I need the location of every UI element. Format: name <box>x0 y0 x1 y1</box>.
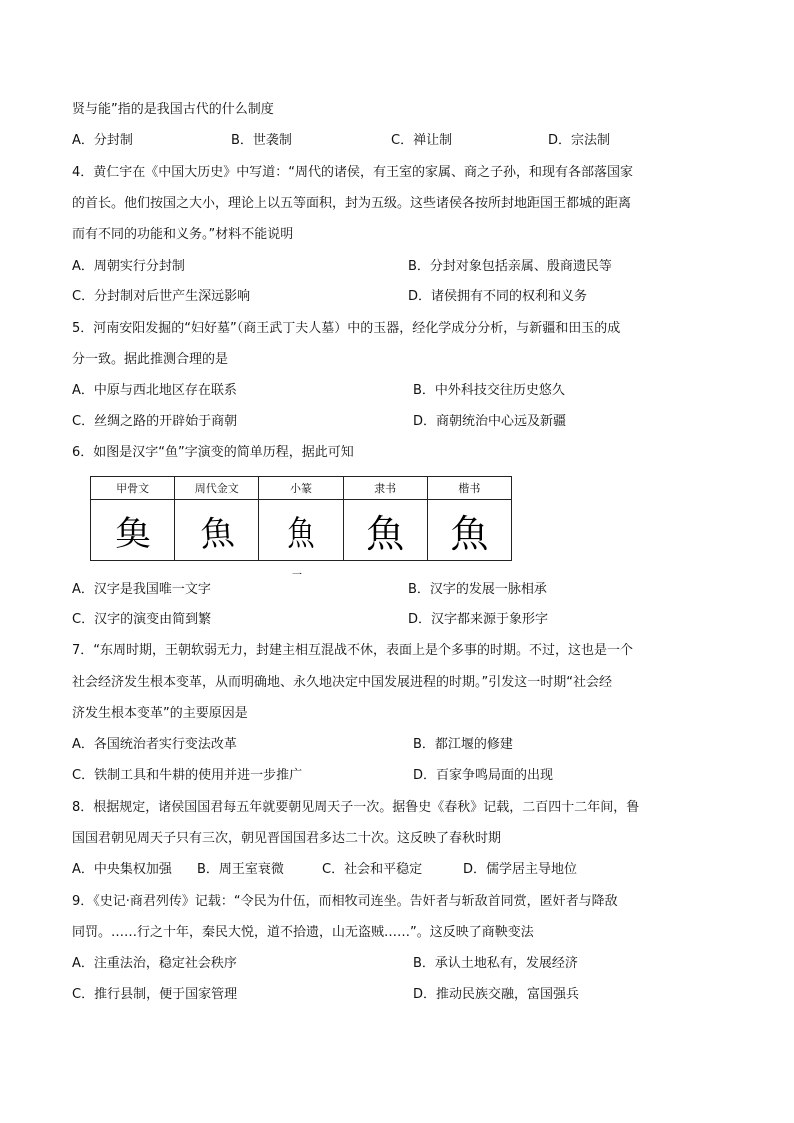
glyph-regular-script: 魚 <box>450 511 489 556</box>
q7-line-2: 社会经济发生根本变革，从而明确地、永久地决定中国发展进程的时期。”引发这一时期“社会经 <box>72 675 612 690</box>
q9-option-d: D．推动民族交融，富国强兵 <box>413 987 580 1002</box>
q3-option-b: B．世袭制 <box>231 133 292 148</box>
q6-stem: 6．如图是汉字“鱼”字演变的简单历程，据此可知 <box>72 445 354 460</box>
q5-option-a: A．中原与西北地区存在联系 <box>72 383 237 398</box>
q5-option-b: B．中外科技交往历史悠久 <box>413 383 565 398</box>
header-oracle-bone: 甲骨文 <box>91 477 175 500</box>
header-clerical-script: 隶书 <box>343 477 427 500</box>
glyph-small-seal: 魚 <box>287 513 315 554</box>
q7-line-3: 济发生根本变革”的主要原因是 <box>72 706 248 721</box>
q7-option-c: C．铁制工具和牛耕的使用并进一步推广 <box>72 768 303 783</box>
q8-line-2: 国国君朝见周天子只有三次，朝见晋国国君多达二十次。这反映了春秋时期 <box>72 831 502 846</box>
header-small-seal: 小篆 <box>259 477 343 500</box>
q5-option-d: D．商朝统治中心远及新疆 <box>413 414 567 429</box>
glyph-clerical-script: 魚 <box>366 511 405 556</box>
q7-option-a: A．各国统治者实行变法改革 <box>72 737 237 752</box>
q4-option-a: A．周朝实行分封制 <box>72 259 185 274</box>
table-mark: 一 <box>292 570 302 581</box>
q5-line-2: 分一致。据此推测合理的是 <box>72 352 229 367</box>
q3-option-c: C．禅让制 <box>391 133 453 148</box>
q8-option-c: C．社会和平稳定 <box>322 862 423 877</box>
q6-option-b: B．汉字的发展一脉相承 <box>408 582 547 597</box>
q7-option-b: B．都江堰的修建 <box>413 737 513 752</box>
q3-option-d: D．宗法制 <box>548 133 611 148</box>
header-regular-script: 楷书 <box>427 477 511 500</box>
q9-option-b: B．承认土地私有，发展经济 <box>413 956 578 971</box>
glyph-oracle-bone: 𩵋 <box>114 513 151 554</box>
q7-line-1: 7．“东周时期，王朝软弱无力，封建主相互混战不休，表面上是个多事的时期。不过，这也是一个 <box>72 643 634 658</box>
q7-option-d: D．百家争鸣局面的出现 <box>413 768 554 783</box>
q8-option-d: D．儒学居主导地位 <box>463 862 578 877</box>
q6-option-c: C．汉字的演变由简到繁 <box>72 612 212 627</box>
q4-line-2: 的首长。他们按国之大小，理论上以五等面积，封为五级。这些诸侯各按所封地距国王都城的距离 <box>72 196 632 211</box>
q8-line-1: 8．根据规定，诸侯国国君每五年就要朝见周天子一次。据鲁史《春秋》记载，二百四十二年间，鲁 <box>72 800 640 815</box>
fish-character-evolution-table <box>90 476 512 561</box>
q9-option-c: C．推行县制，便于国家管理 <box>72 987 238 1002</box>
q4-line-1: 4．黄仁宇在《中国大历史》中写道：“周代的诸侯，有王室的家属、商之子孙，和现有各部落国家 <box>72 165 634 180</box>
q4-line-3: 而有不同的功能和义务。”材料不能说明 <box>72 227 294 242</box>
q9-line-2: 同罚。……行之十年，秦民大悦，道不拾遗，山无盗贼……”。这反映了商鞅变法 <box>72 925 534 940</box>
q8-option-a: A．中央集权加强 <box>72 862 172 877</box>
q8-option-b: B．周王室衰微 <box>197 862 284 877</box>
q9-option-a: A．注重法治，稳定社会秩序 <box>72 956 237 971</box>
q3-option-a: A．分封制 <box>72 133 133 148</box>
q3-stem-end: 贤与能”指的是我国古代的什么制度 <box>72 102 274 117</box>
header-bronze-inscription: 周代金文 <box>175 477 259 500</box>
q4-option-b: B．分封对象包括亲属、殷商遗民等 <box>408 259 612 274</box>
glyph-bronze-inscription: 魚 <box>198 512 236 555</box>
q6-option-a: A．汉字是我国唯一文字 <box>72 582 211 597</box>
q4-option-c: C．分封制对后世产生深远影响 <box>72 289 251 304</box>
q6-option-d: D．汉字都来源于象形字 <box>408 612 549 627</box>
q5-line-1: 5．河南安阳发掘的“妇好墓”（商王武丁夫人墓）中的玉器，经化学成分分析，与新疆和田玉的成 <box>72 321 621 336</box>
q5-option-c: C．丝绸之路的开辟始于商朝 <box>72 414 238 429</box>
q9-line-1: 9．《史记·商君列传》记载：“令民为什伍，而相牧司连坐。告奸者与斩敌首同赏，匿奸者与降敌 <box>72 894 618 909</box>
q4-option-d: D．诸侯拥有不同的权利和义务 <box>408 289 588 304</box>
